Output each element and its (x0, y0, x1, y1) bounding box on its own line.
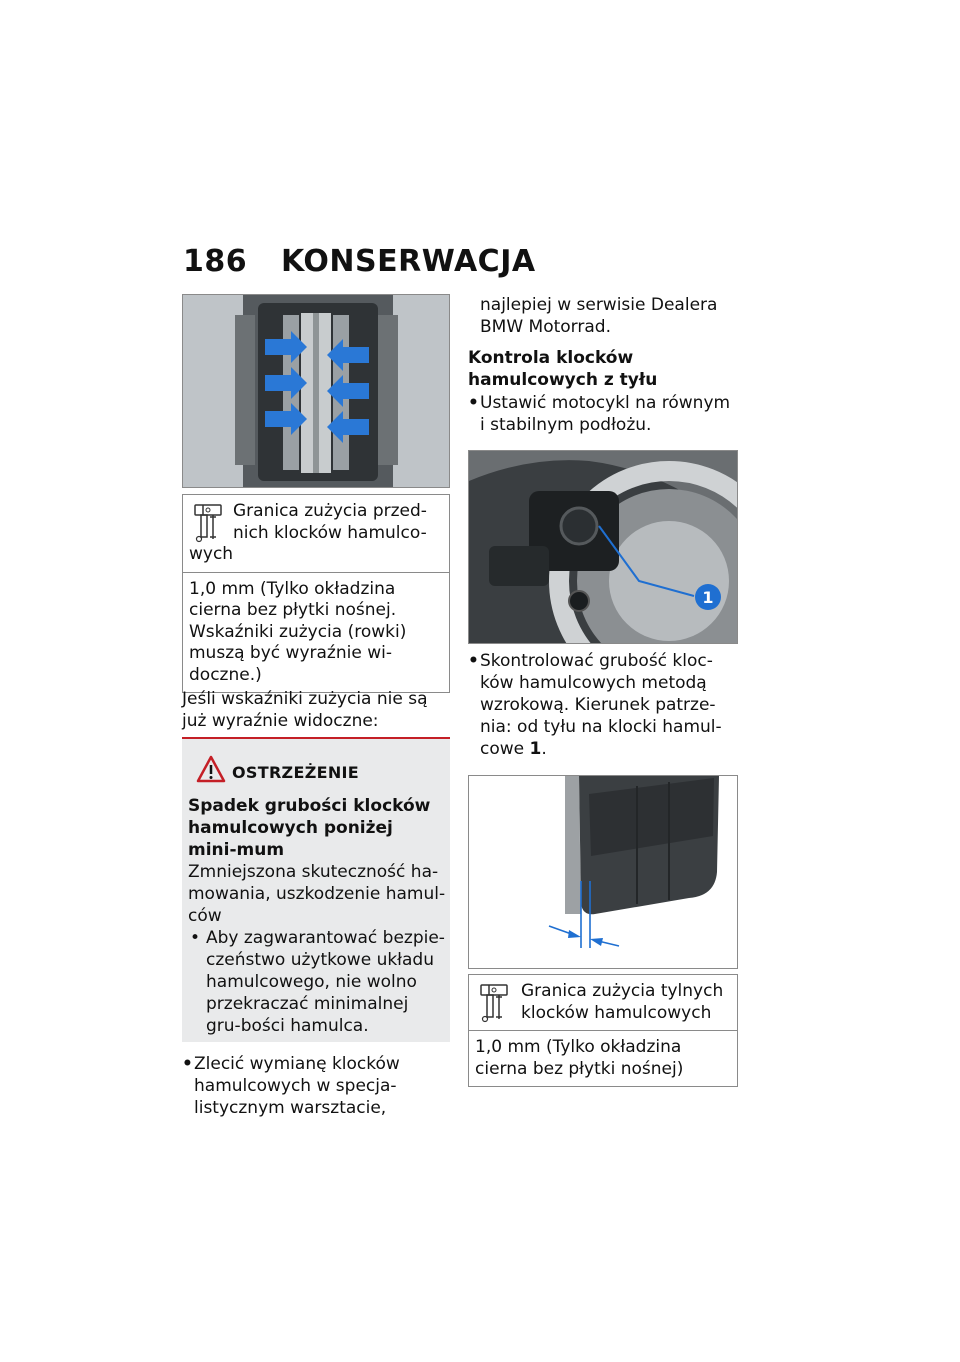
inward-arrows-right (327, 339, 369, 443)
inspect-pads-end: . (541, 739, 547, 759)
replace-pads-bullet: • Zlecić wymianę klocków hamulcowych w specja-listycznym warsztacie, (182, 1053, 412, 1119)
rear-pads-heading: Kontrola klocków hamulcowych z tyłu (468, 348, 658, 390)
front-brake-illustration (183, 295, 450, 488)
warning-box (182, 737, 450, 1042)
warning-triangle-icon (196, 755, 226, 783)
front-wear-limit-box (182, 494, 450, 693)
section-title: KONSERWACJA (281, 244, 536, 279)
rear-wear-limit-label-row (469, 975, 737, 1031)
thickness-gauge-icon (191, 503, 225, 543)
rear-wear-limit-box (468, 974, 738, 1087)
callout-label: 1 (702, 588, 714, 607)
indicator-note: Jeśli wskaźniki zużycia nie są już wyraźnie widoczne: (182, 689, 428, 731)
inspect-pads-text: Skontrolować grubość kloc-ków hamulcowych metodą wzrokową. Kierunek patrze-nia: od tyłu na klocki hamul-cowe (480, 651, 722, 759)
front-wear-limit-label-row (183, 495, 449, 573)
rear-wear-limit-value: 1,0 mm (Tylko okładzina cierna bez płytki nośnej) (475, 1037, 684, 1079)
rear-brake-illustration (469, 451, 738, 644)
page-header (183, 244, 536, 279)
inspect-pads-bullet (468, 650, 736, 760)
rear-wear-limit-label: Granica zużycia tylnych klocków hamulcowych (521, 981, 724, 1023)
page-number: 186 (183, 244, 248, 279)
pad-thickness-illustration (469, 776, 738, 969)
warning-text: Zmniejszona skuteczność ha-mowania, uszkodzenie hamul-ców (188, 862, 446, 926)
inspect-pads-ref: 1 (529, 739, 542, 759)
front-wear-limit-line1: Granica zużycia przed- (233, 501, 427, 521)
dealer-continuation: najlepiej w serwisie Dealera BMW Motorrad. (480, 295, 718, 337)
front-brake-pads-figure (182, 294, 450, 488)
rear-brake-figure (468, 450, 738, 644)
front-wear-limit-line2: nich klocków hamulco- (233, 522, 427, 543)
position-motorcycle-bullet: • Ustawić motocykl na równym i stabilnym podłożu. (468, 392, 734, 436)
warning-title: OSTRZEŻENIE (232, 763, 359, 782)
warning-heading: Spadek grubości klocków hamulcowych poniżej mini-mum (188, 796, 431, 860)
front-wear-limit-value: 1,0 mm (Tylko okładzina cierna bez płytki nośnej. Wskaźniki zużycia (rowki) muszą być wyraźnie wi-doczne.) (189, 578, 407, 685)
thickness-gauge-icon (477, 983, 511, 1023)
inward-arrows-left (265, 331, 307, 435)
pad-thickness-figure (468, 775, 738, 969)
warning-bullet: • Aby zagwarantować bezpie-czeństwo użytkowe układu hamulcowego, nie wolno przekraczać minimalnej gru-bości hamulca. (188, 927, 446, 1037)
front-wear-limit-line3: wych (189, 544, 234, 564)
